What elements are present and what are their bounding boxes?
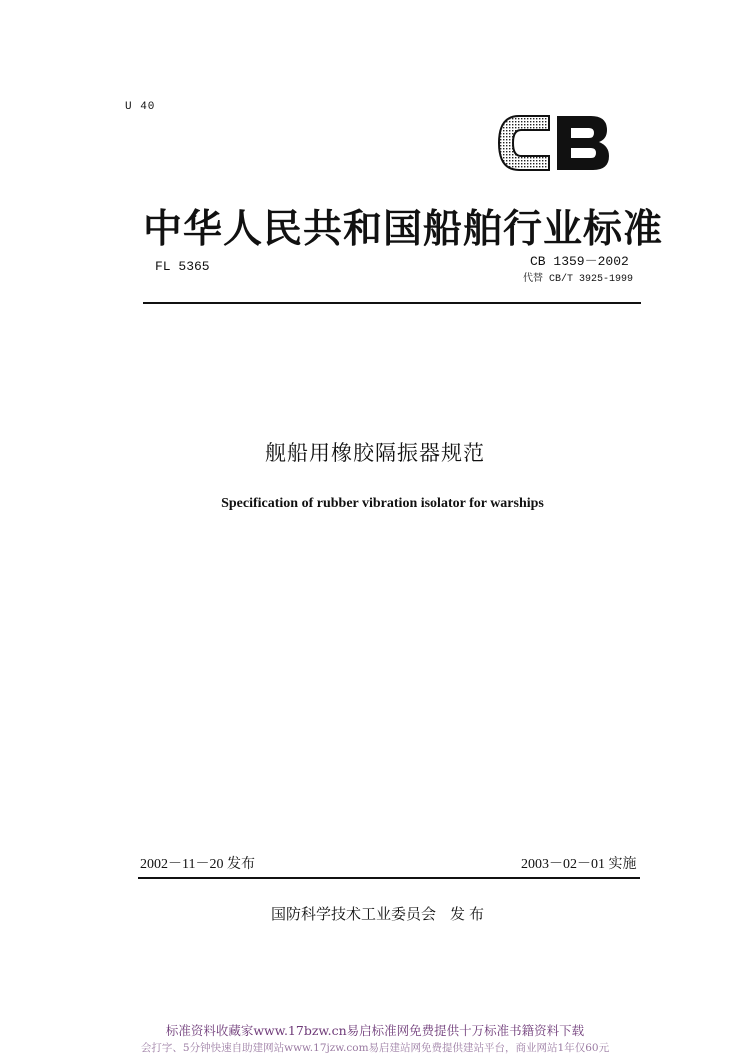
publish-action: 发布 [450, 905, 489, 923]
logo-letter-b [557, 116, 609, 170]
publisher-line [271, 903, 488, 924]
implement-date: 2003－02－01 实施 [521, 857, 637, 872]
publisher-name: 国防科学技术工业委员会 [271, 905, 437, 923]
logo-letter-c [499, 116, 549, 170]
title-english: Specification of rubber vibration isolator for warships [221, 496, 544, 511]
standard-number: CB 1359－2002 [530, 254, 629, 269]
replaces-standard: 代替 CB/T 3925-1999 [523, 274, 634, 285]
main-title: 中华人民共和国船舶行业标准 [143, 207, 664, 252]
footer-rule [138, 877, 640, 879]
title-chinese: 舰船用橡胶隔振器规范 [265, 441, 485, 465]
watermark-line-1: 标准资料收藏家www.17bzw.cn易启标准网免费提供十万标准书籍资料下载 [165, 1023, 585, 1038]
cb-logo [497, 112, 611, 174]
header-rule [143, 302, 641, 304]
filing-code: FL 5365 [155, 259, 210, 274]
issue-date: 2002－11－20 发布 [140, 857, 255, 872]
watermark-line-2: 会打字、5分钟快速自助建网站www.17jzw.com易启建站网免费提供建站平台，商业网站1年仅60元 [140, 1042, 610, 1054]
classification-code: U 40 [125, 101, 156, 113]
